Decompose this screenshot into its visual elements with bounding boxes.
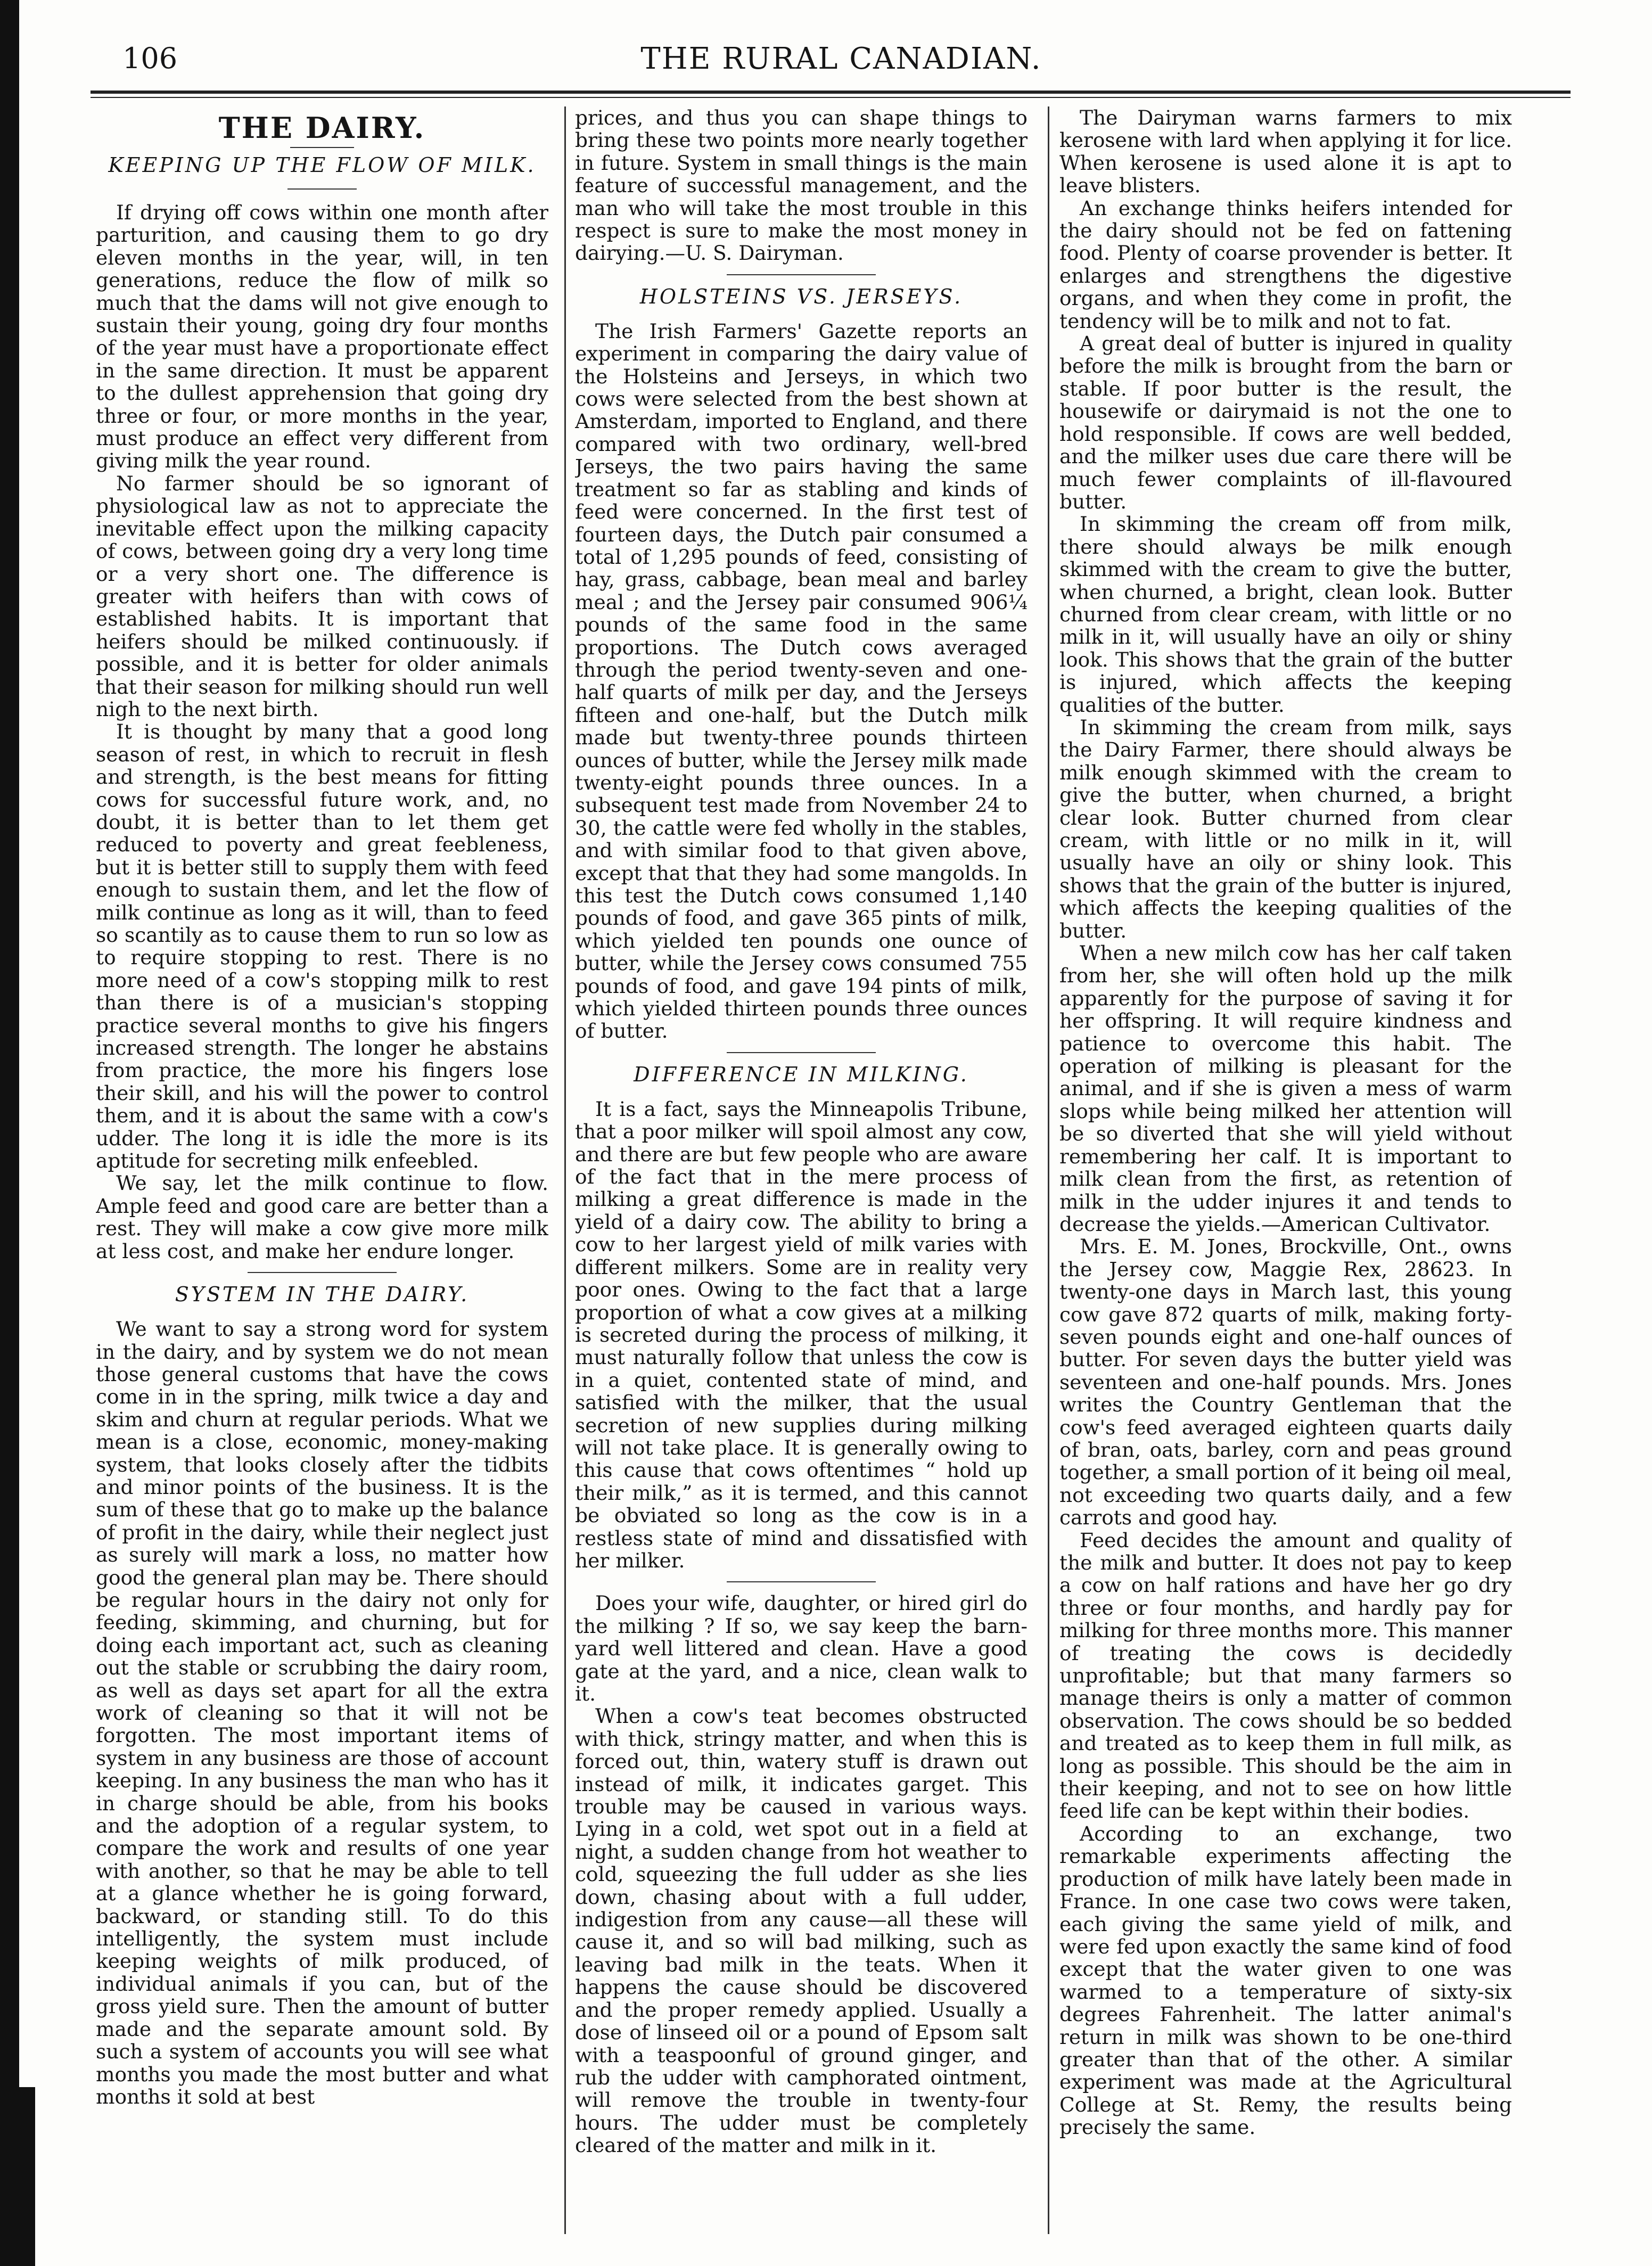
column-divider	[564, 106, 566, 2234]
article-paragraph: If drying off cows within one month after parturition, and causing them to go dry eleven months in the year, will, in ten generations, reduce the flow of milk so much that the dams will not give enough to sustain their young, going dry four months of the year must have a proportionate effect in the same direction. It must be apparent to the dullest apprehension that going dry three or four, or more months in the year, must produce an effect very different from giving milk the year round.	[96, 201, 548, 473]
news-item: A great deal of butter is injured in quality before the milk is brought from the barn or stable. If poor butter is the result, the housewife or dairymaid is not the one to hold responsible. If cows are well bedded, and the milker uses due care there will be much fewer complaints of ill-flavoured butter.	[1059, 332, 1512, 513]
page-number: 106	[122, 42, 178, 75]
article-separator	[248, 1272, 397, 1273]
article-separator	[727, 274, 876, 275]
header-rule-thin	[91, 97, 1571, 98]
column-two	[575, 106, 1028, 2239]
newspaper-title: THE RURAL CANADIAN.	[640, 42, 1042, 76]
article-paragraph: The Irish Farmers' Gazette reports an experiment in comparing the dairy value of the Holsteins and Jerseys, in which two cows were selected from the best shown at Amsterdam, imported to England, and there compared with two ordinary, well-bred Jerseys, the two pairs having the same treatment so far as stabling and kinds of feed were concerned. In the first test of fourteen days, the Dutch pair consumed a total of 1,295 pounds of feed, consisting of hay, grass, cabbage, bean meal and barley meal ; and the Jersey pair consumed 906¼ pounds of the same food in the same proportions. The Dutch cows averaged through the period twenty-seven and one-half quarts of milk per day, and the Jerseys fifteen and one-half, but the Dutch milk made but twenty-three pounds thirteen ounces of butter, while the Jersey milk made twenty-eight pounds three ounces. In a subsequent test made from November 24 to 30, the cattle were fed wholly in the stables, and with similar food to that given above, except that that they had some mangolds. In this test the Dutch cows consumed 1,140 pounds of food, and gave 365 pints of milk, which yielded ten pounds one ounce of butter, while the Jersey cows consumed 755 pounds of food, and gave 194 pints of milk, which yielded thirteen pounds three ounces of butter.	[575, 319, 1028, 1043]
article-paragraph: We say, let the milk continue to flow. Ample feed and good care are better than a rest. They will make a cow give more milk at less cost, and make her endure longer.	[96, 1171, 548, 1263]
article-continuation: prices, and thus you can shape things to bring these two points more nearly together in future. System in small things is the main feature of successful management, and the man who will take the most trouble in this respect is sure to make the most money in dairying.—U. S. Dairyman.	[575, 106, 1028, 265]
article-paragraph: No farmer should be so ignorant of physiological law as not to appreciate the inevitable effect upon the milking capacity of cows, between going dry a very long time or a very short one. The difference is greater with heifers than with cows of established habits. It is important that heifers should be milked continuously. if possible, and it is better for older animals that their season for milking should run well nigh to the next birth.	[96, 471, 548, 721]
article-paragraph: We want to say a strong word for system in the dairy, and by system we do not mean those general customs that have the cows come in in the spring, milk twice a day and skim and churn at regular periods. What we mean is a close, economic, money-making system, that looks closely after the tidbits and minor points of the business. It is the sum of these that go to make up the balance of profit in the dairy, while their neglect just as surely will mark a loss, no matter how good the general plan may be. There should be regular hours in the dairy not only for feeding, skimming, and churning, but for doing each important act, such as cleaning out the stable or scrubbing the dairy room, as well as days set apart for all the extra work of cleaning so that it will not be forgotten. The most important items of system in any business are those of account keeping. In any business the man who has it in charge should be able, from his books and the adoption of a regular system, to compare the work and results of one year with another, so that he may be able to tell at a glance whether he is going forward, backward, or standing still. To do this intelligently, the system must include keeping weights of milk produced, of individual animals if you can, but of the gross yield sure. Then the amount of butter made and the separate amount sold. By such a system of accounts you will see what months you made the most butter and what months it sold at best	[96, 1317, 548, 2108]
title-rule	[287, 188, 357, 190]
article-title-keeping-up-flow: KEEPING UP THE FLOW OF MILK.	[108, 153, 536, 177]
column-divider	[1048, 106, 1049, 2234]
news-item: An exchange thinks heifers intended for the dairy should not be fed on fattening food. Plenty of coarse provender is better. It enlarges and strengthens the digestive organs, and when they come in profit, the tendency will be to milk and not to fat.	[1059, 196, 1512, 333]
column-three	[1059, 106, 1512, 2239]
article-separator	[727, 1581, 876, 1582]
article-paragraph: When a cow's teat becomes obstructed with thick, stringy matter, and when this is forced out, thin, watery stuff is drawn out instead of milk, it indicates garget. This trouble may be caused in various ways. Lying in a cold, wet spot out in a field at night, a sudden change from hot weather to cold, squeezing the full udder as she lies down, chasing about with a full udder, indigestion from any cause—all these will cause it, and so will bad milking, such as leaving bad milk in the teats. When it happens the cause should be discovered and the proper remedy applied. Usually a dose of linseed oil or a pound of Epsom salt with a teaspoonful of ground ginger, and rub the udder with camphorated ointment, will remove the trouble in twenty-four hours. The udder must be completely cleared of the matter and milk in it.	[575, 1704, 1028, 2157]
article-paragraph: It is thought by many that a good long season of rest, in which to recruit in flesh and strength, is the best means for fitting cows for successful future work, and, no doubt, it is better than to let them get reduced to poverty and great feebleness, but it is better still to supply them with feed enough to sustain them, and let the flow of milk continue as long as it will, than to feed so scantily as to cause them to run so low as to require stopping to rest. There is no more need of a cow's stopping milk to rest than there is of a musician's stopping practice several months to give his fingers increased strength. The longer he abstains from practice, the more his fingers lose their skill, and his will the power to control them, and it is about the same with a cow's udder. The long it is idle the more is its aptitude for secreting milk enfeebled.	[96, 720, 548, 1173]
page-header	[122, 42, 1560, 89]
article-title-system-in-dairy: SYSTEM IN THE DAIRY.	[175, 1283, 470, 1307]
scan-edge-shadow	[0, 0, 19, 2266]
section-title: THE DAIRY.	[218, 111, 426, 145]
news-item: Feed decides the amount and quality of the milk and butter. It does not pay to keep a cow on half rations and have her go dry three or four months, and hardly pay for milking for three months more. This manner of treating the cows is decidedly unprofitable; but that many farmers so manage theirs is only a matter of common observation. The cows should be so bedded and treated as to keep them in full milk, as long as possible. This should be the aim in their keeping, and not to see on how little feed life can be kept within their bodies.	[1059, 1528, 1512, 1823]
news-item: In skimming the cream from milk, says the Dairy Farmer, there should always be milk enough skimmed with the cream to give the butter, when churned, a bright clear look. Butter churned from clear cream, with little or no milk in it, will usually have an oily or shiny look. This shows that the grain of the butter is injured, which affects the keeping qualities of the butter.	[1059, 715, 1512, 942]
news-item: Mrs. E. M. Jones, Brockville, Ont., owns the Jersey cow, Maggie Rex, 28623. In twenty-one days in March last, this young cow gave 872 quarts of milk, making forty-seven pounds eight and one-half ounces of butter. For seven days the butter yield was seventeen and one-half pounds. Mrs. Jones writes the Country Gentleman that the cow's feed averaged eighteen quarts daily of bran, oats, barley, corn and peas ground together, a small portion of it being oil meal, not exceeding two quarts daily, and a few carrots and good hay.	[1059, 1235, 1512, 1530]
news-item: In skimming the cream off from milk, there should always be milk enough skimmed with the cream to give the butter, when churned, a bright, clean look. Butter churned from clear cream, with little or no milk in it, will usually have an oily or shiny look. This shows that the grain of the butter is injured, which affects the keeping qualities of the butter.	[1059, 512, 1512, 717]
article-title-difference-in-milking: DIFFERENCE IN MILKING.	[634, 1062, 969, 1086]
news-item: The Dairyman warns farmers to mix kerosene with lard when applying it for lice. When kerosene is used alone it is apt to leave blisters.	[1059, 106, 1512, 198]
article-title-holsteins-vs-jerseys: HOLSTEINS VS. JERSEYS.	[639, 284, 963, 308]
article-paragraph: It is a fact, says the Minneapolis Tribune, that a poor milker will spoil almost any cow, and there are but few people who are aware of the fact that in the mere process of milking a great difference is made in the yield of a dairy cow. The ability to bring a cow to her largest yield of milk varies with different milkers. Some are in reality very poor ones. Owing to the fact that a large proportion of what a cow gives at a milking is secreted during the process of milking, it must naturally follow that unless the cow is in a quiet, contented state of mind, and satisfied with the milker, that the usual secretion of new supplies during milking will not take place. It is generally owing to this cause that cows oftentimes “ hold up their milk,” as it is termed, and this cannot be obviated so long as the cow is in a restless state of mind and dissatisfied with her milker.	[575, 1097, 1028, 1572]
scan-edge-shadow-bottom	[19, 2087, 35, 2266]
header-rule-thick	[91, 91, 1571, 94]
news-item: According to an exchange, two remarkable experiments affecting the production of milk have lately been made in France. In one case two cows were taken, each giving the same yield of milk, and were fed upon exactly the same kind of food except that the water given to one was warmed to a temperature of sixty-six degrees Fahrenheit. The latter animal's return in milk was shown to be one-third greater than that of the other. A similar experiment was made at the Agricultural College at St. Remy, the results being precisely the same.	[1059, 1821, 1512, 2139]
article-separator	[727, 1052, 876, 1053]
title-rule	[290, 147, 354, 148]
article-paragraph: Does your wife, daughter, or hired girl do the milking ? If so, we say keep the barn-yard well littered and clean. Have a good gate at the yard, and a nice, clean walk to it.	[575, 1591, 1028, 1705]
news-item: When a new milch cow has her calf taken from her, she will often hold up the milk apparently for the purpose of saving it for her offspring. It will require kindness and patience to overcome this habit. The operation of milking is pleasant for the animal, and if she is given a mess of warm slops while being milked her attention will be so diverted that she will yield without remembering her calf. It is important to milk clean from the first, as retention of milk in the udder injures it and tends to decrease the yields.—American Cultivator.	[1059, 941, 1512, 1236]
column-one	[96, 106, 548, 2239]
